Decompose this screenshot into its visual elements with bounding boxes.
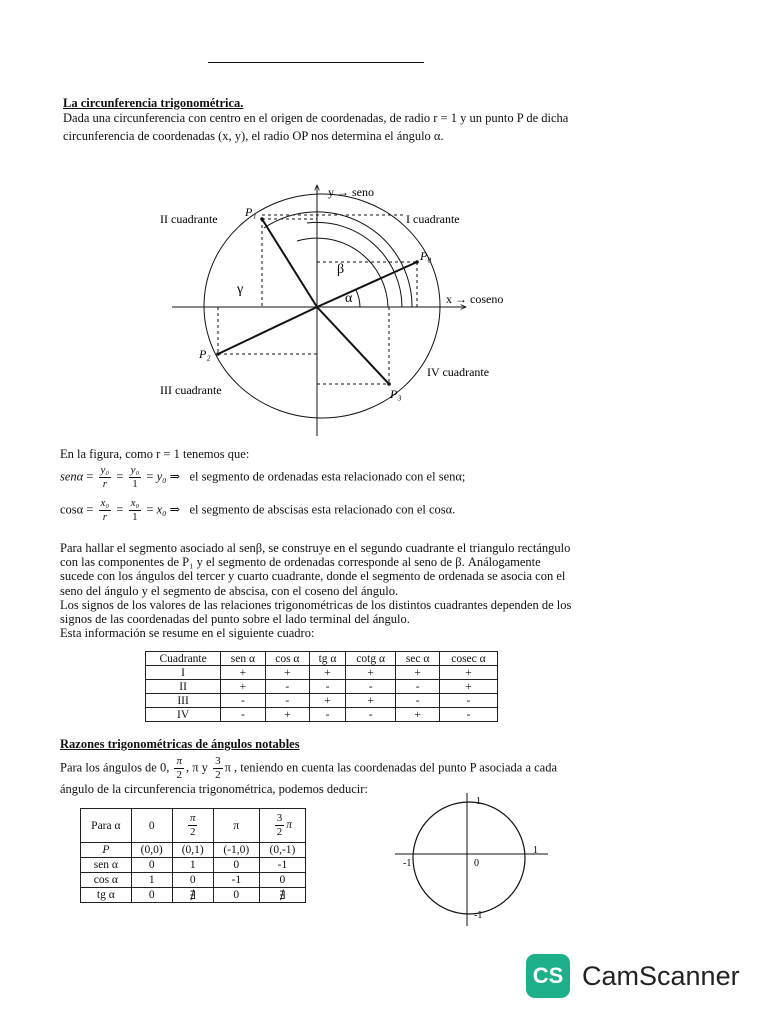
label-right: 1 — [533, 845, 538, 856]
point-p0-label: P₀ — [420, 249, 432, 263]
notables-intro-line-2: ángulo de la circunferencia trigonométrica, podemos deducir: — [60, 782, 368, 796]
gamma-label: γ — [237, 282, 244, 297]
table-row: P (0,0) (0,1) (-1,0) (0,-1) — [81, 843, 306, 858]
table-row: sen α 0 1 0 -1 — [81, 858, 306, 873]
table-row: cos α 1 0 -1 0 — [81, 873, 306, 888]
alpha-label: α — [345, 291, 353, 306]
quadrant-1-label: I cuadrante — [406, 212, 460, 226]
sen-formula-text: el segmento de ordenadas esta relacionado con el senα; — [189, 469, 466, 484]
quadrant-4-label: IV cuadrante — [427, 365, 490, 379]
radius-p1 — [262, 219, 317, 307]
header-rule — [208, 62, 424, 63]
explanation-intro: En la figura, como r = 1 tenemos que: — [60, 447, 250, 461]
section-title-circunferencia: La circunferencia trigonométrica. — [63, 96, 244, 110]
explanation-paragraph: Para hallar el segmento asociado al senβ, se construye en el segundo cuadrante el triangulo rectángulo con las componentes de P₁ y el segmento de ordenadas corresponde al seno de β. Análogamente sucede con los ángulos del tercer y cuarto cuadrante, donde el segmento de ordenada se asocia con el seno del ángulo y el segmento de abscisa, con el coseno del ángulo. Los signos de los valores de las relaciones trigonométricas de los distintos cuadrantes dependen de los signos de las coordenadas del punto sobre el lado terminal del ángulo. Esta información se resume en el siguiente cuadro: — [60, 541, 572, 641]
notables-table — [80, 808, 306, 903]
signs-table — [145, 651, 498, 722]
camscanner-brand-text: CamScanner — [582, 960, 740, 991]
label-origin: 0 — [474, 858, 479, 869]
label-top: 1 — [476, 796, 481, 807]
intro-line-2: circunferencia de coordenadas (x, y), el radio OP nos determina el ángulo α. — [63, 129, 444, 143]
table-row: I + + + + + + — [146, 666, 498, 680]
unit-circle-small — [390, 790, 560, 930]
quadrant-3-label: III cuadrante — [160, 383, 222, 397]
radius-p2 — [218, 307, 317, 354]
table-header-row: Cuadrante sen α cos α tg α cotg α sec α cosec α — [146, 652, 498, 666]
cos-formula-text: el segmento de abscisas esta relacionado con el cosα. — [189, 502, 456, 517]
label-bottom: -1 — [474, 910, 483, 921]
section-title-notables: Razones trigonométricas de ángulos notables — [60, 737, 300, 751]
table-row: III - - + + - - — [146, 694, 498, 708]
intro-line-1: Dada una circunferencia con centro en el origen de coordenadas, de radio r = 1 y un punto P de dicha — [63, 111, 569, 125]
small-circle — [413, 802, 525, 914]
notables-intro-line-1: Para los ángulos de 0, $\frac{\pi}{2}$ , π y $\frac{3}{2}$ π , teniendo en cuenta las coordenadas del punto P asociada a cada — [60, 755, 558, 781]
label-left: -1 — [403, 858, 412, 869]
unit-circle-outline — [204, 194, 440, 418]
y-axis-label: y → seno — [328, 185, 374, 199]
point-p3-label: P₃ — [390, 387, 402, 401]
table-row: II + - - - - + — [146, 680, 498, 694]
x-axis-label: x → coseno — [446, 292, 504, 306]
quadrant-2-label: II cuadrante — [160, 212, 218, 226]
camscanner-logo-icon: CS — [526, 954, 570, 998]
point-p2-label: P₂ — [199, 347, 211, 361]
point-p1-label: P₁ — [245, 205, 257, 219]
camscanner-watermark — [526, 954, 740, 998]
table-row: IV - + - - + - — [146, 708, 498, 722]
beta-label: β — [337, 262, 345, 277]
table-header-row: Para α 0 $\frac{\pi}{2}$ π $\frac{3}{2}$ π — [81, 809, 306, 843]
arc-alpha — [356, 290, 360, 307]
sen-formula: senα = $\frac{\text{y₀}}{r}$ = $\frac{\text{y₀}}{1}$ = y₀ ⇒ el segmento de ordenadas esta relacionado con el senα; — [60, 464, 466, 490]
table-row: tg α 0 ∄ 0 ∄ — [81, 888, 306, 903]
arc-beta-outer — [307, 222, 402, 307]
radius-p3 — [317, 307, 389, 384]
cos-formula: cosα = $\frac{\text{x₀}}{r}$ = $\frac{\text{x₀}}{1}$ = x₀ ⇒ el segmento de abscisas esta relacionado con el cosα. — [60, 497, 456, 523]
trig-circle-figure — [150, 175, 510, 440]
